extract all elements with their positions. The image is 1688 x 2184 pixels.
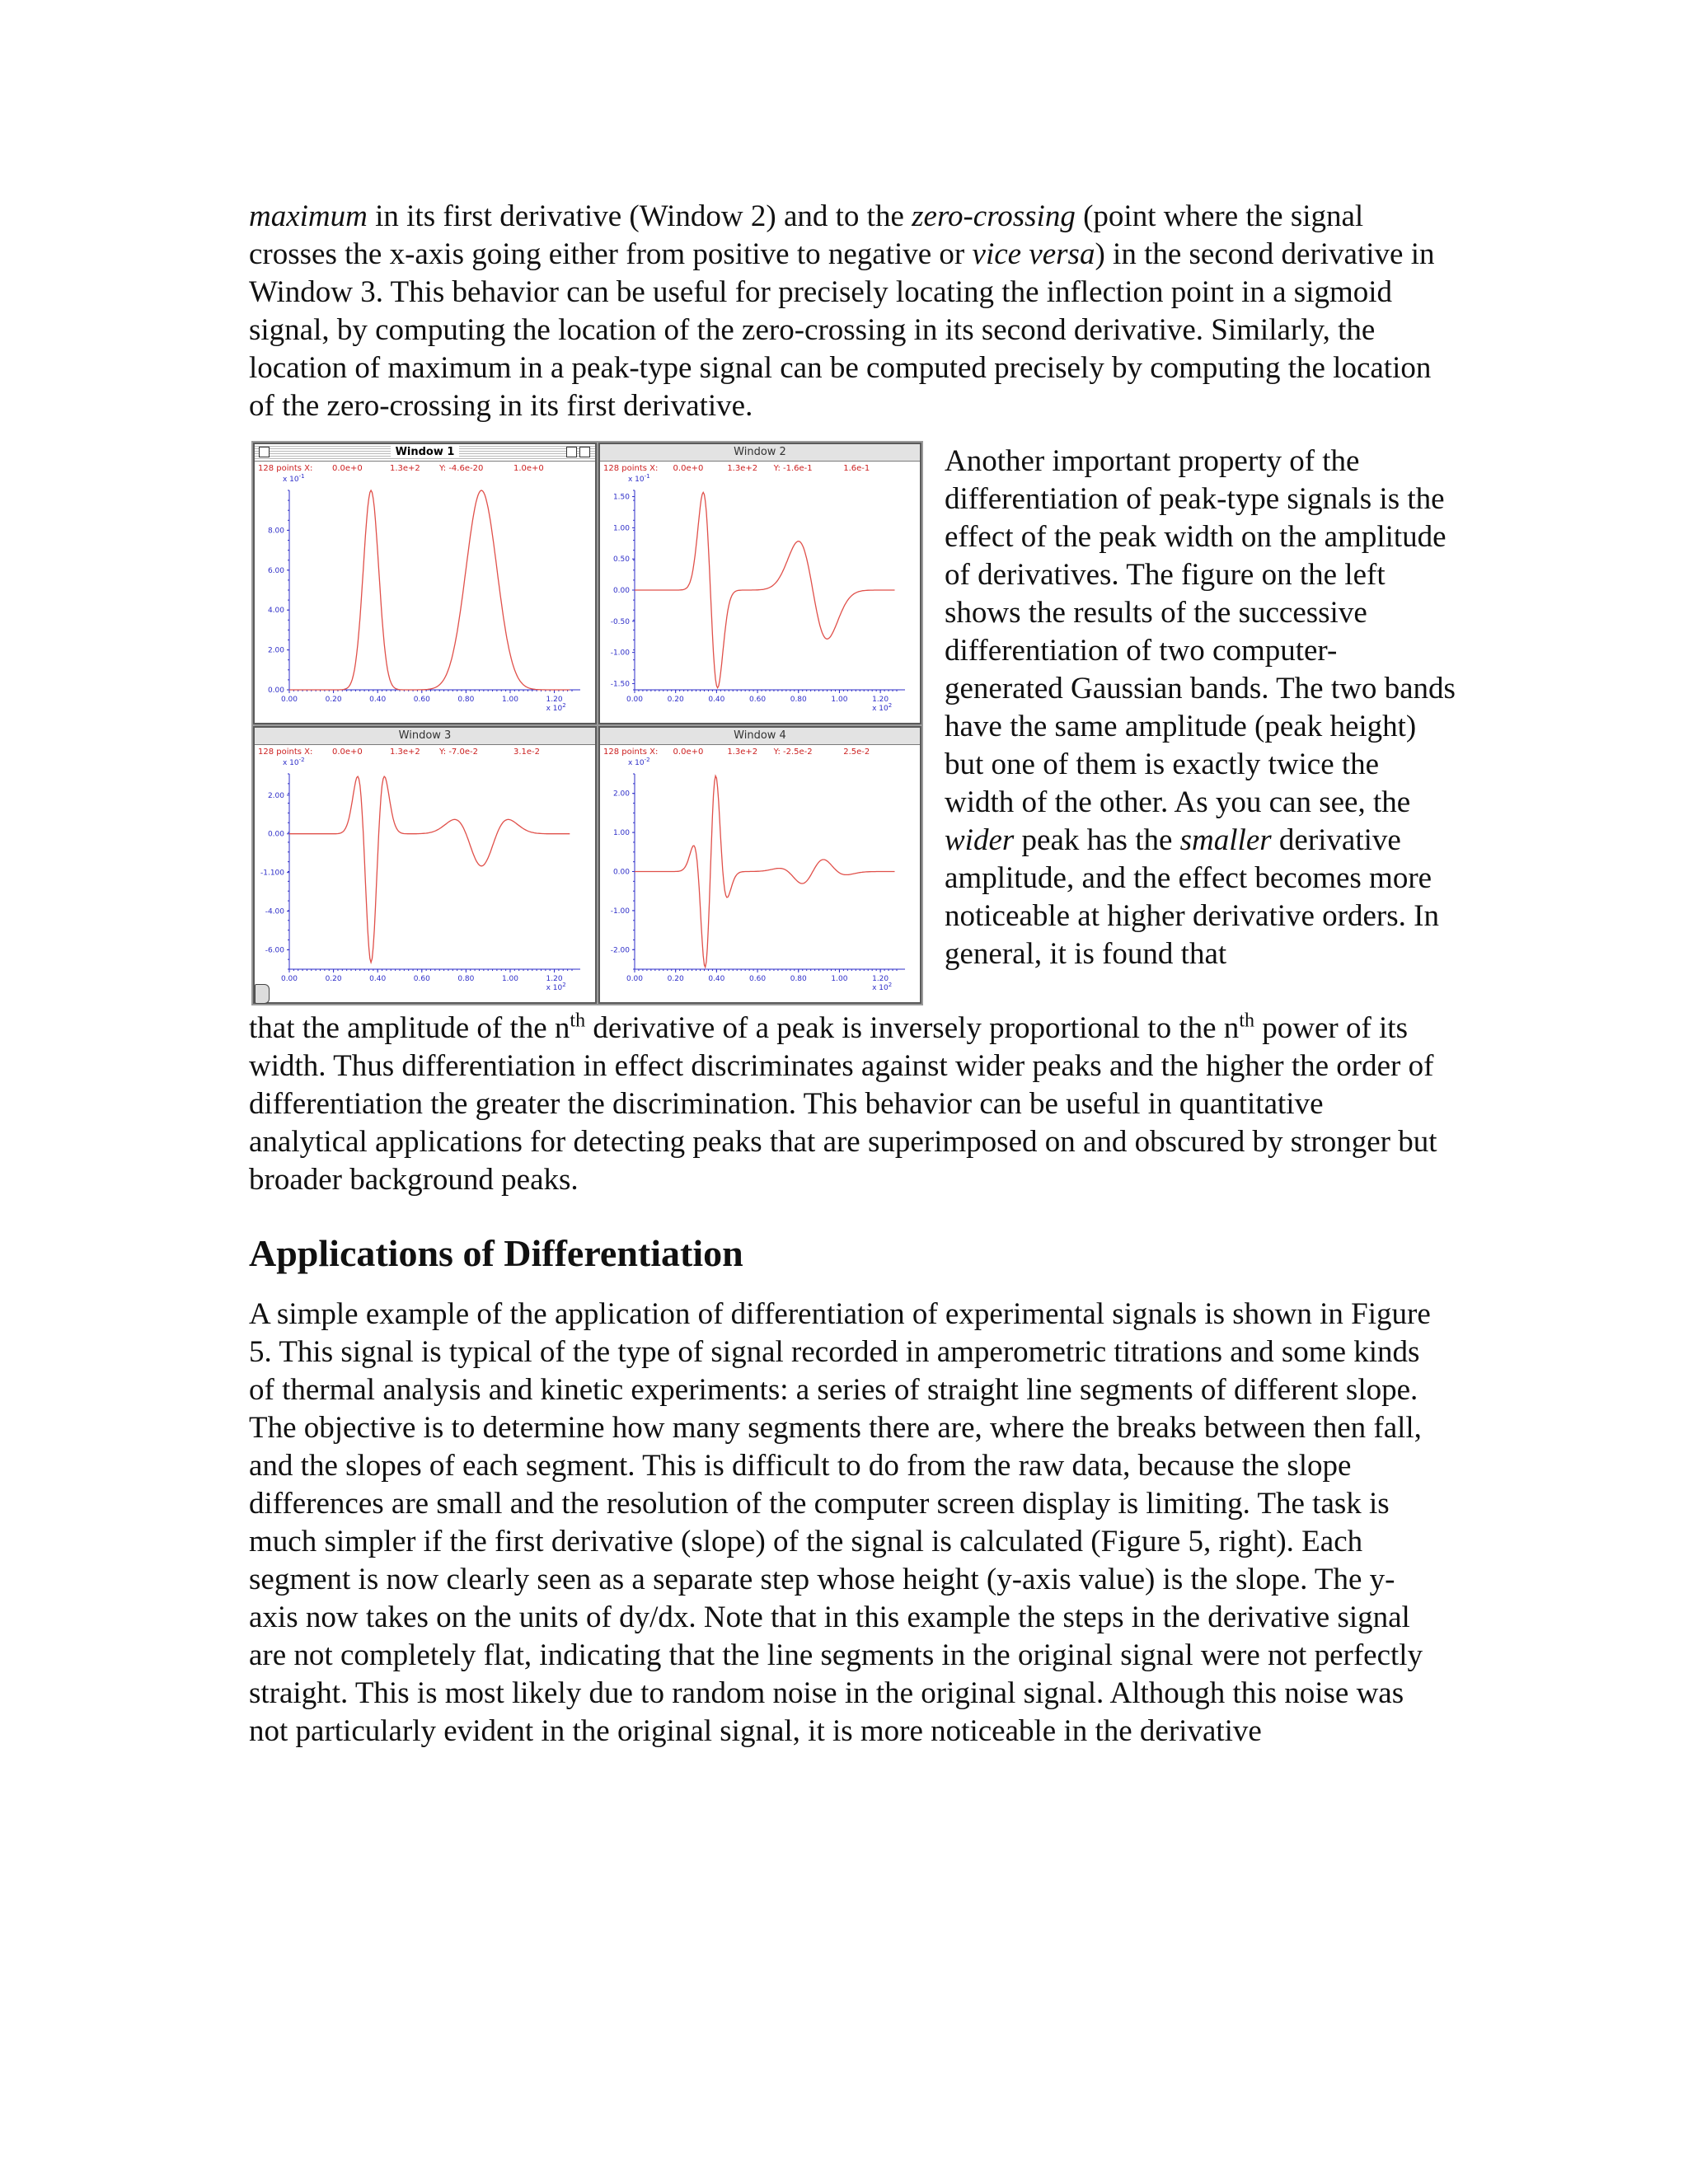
y-scale-label: x $10^{-1}$ <box>283 473 305 484</box>
info-value: 0.0e+0 <box>673 748 704 757</box>
text-segment: derivative amplitude, and the effect becomes more noticeable at higher derivative orders. In general, it is found that <box>945 823 1439 971</box>
info-value: 1.3e+2 <box>390 464 420 473</box>
close-box-icon[interactable] <box>259 447 270 457</box>
info-value: Y: -4.6e-20 <box>439 464 484 473</box>
x-tick-label: 1.00 <box>831 975 848 983</box>
paragraph-width <box>249 1010 1444 1199</box>
x-tick-label: 0.20 <box>325 975 342 983</box>
x-tick-label: 0.20 <box>325 696 342 704</box>
x-tick-label: 1.00 <box>831 696 848 704</box>
info-line <box>258 464 544 473</box>
x-tick-label: 0.00 <box>280 975 298 983</box>
window-4-plot <box>600 744 920 1002</box>
x-tick-label: 0.60 <box>749 975 767 983</box>
x-tick-label: 0.00 <box>626 696 644 704</box>
y-scale-exponent: -2 <box>644 757 650 763</box>
y-tick-label: -6.00 <box>265 946 284 955</box>
y-tick-label: 4.00 <box>267 607 284 616</box>
y-tick-label: 1.00 <box>612 524 630 533</box>
window-2[interactable] <box>598 443 921 724</box>
info-value: 128 points X: <box>603 748 659 757</box>
x-tick-label: 1.00 <box>501 696 518 704</box>
info-value: 128 points X: <box>258 748 313 757</box>
info-line <box>603 748 870 757</box>
x-scale-exponent: 2 <box>888 702 893 709</box>
x-tick-label: 0.40 <box>369 696 387 704</box>
y-tick-label: -1.100 <box>260 869 284 878</box>
window-4-titlebar[interactable] <box>600 728 920 745</box>
x-tick-label: 0.40 <box>708 975 725 983</box>
series-line <box>289 490 570 690</box>
x-scale-label: x $10^2$ <box>546 702 566 713</box>
text-segment: power of its width. Thus differentiation in effect discriminates against wider peaks and the higher the order of differentiation the greater the discrimination. This behavior can be useful in quantitative analytical applications for detecting peaks that are superimposed on and obscured by stronger but broader background peaks. <box>249 1011 1437 1197</box>
text-segment: Another important property of the differentiation of peak-type signals is the effect of the peak width on the amplitude of derivatives. The figure on the left shows the results of the successive differentiation of two computer-generated Gaussian bands. The two bands have the same amplitude (peak height) but one of them is exactly twice the width of the other. As you can see, the <box>945 444 1456 819</box>
x-tick-label: 0.60 <box>413 975 430 983</box>
info-value: 0.0e+0 <box>332 748 363 757</box>
text-segment: th <box>570 1010 586 1032</box>
window-title: Window 4 <box>729 729 791 742</box>
window-3-plot <box>255 744 595 1002</box>
y-tick-label: 0.00 <box>612 868 630 877</box>
x-tick-label: 0.00 <box>280 696 298 704</box>
x-tick-label: 0.40 <box>708 696 725 704</box>
x-scale-label: x $10^2$ <box>872 982 893 992</box>
collapse-box-icon[interactable] <box>579 447 590 457</box>
y-tick-label: 6.00 <box>267 566 284 575</box>
info-value: 128 points X: <box>258 464 313 473</box>
x-tick-label: 0.80 <box>457 975 475 983</box>
window-title: Window 1 <box>391 446 460 458</box>
x-tick-label: 0.60 <box>749 696 767 704</box>
x-tick-label: 1.20 <box>872 975 889 983</box>
paragraph-intro <box>249 198 1444 425</box>
y-tick-label: 2.00 <box>612 790 630 799</box>
window-3-titlebar[interactable] <box>255 728 595 745</box>
series-line <box>289 776 570 963</box>
x-scale-label: x $10^2$ <box>546 982 566 992</box>
resize-handle-icon[interactable] <box>255 984 270 1004</box>
y-tick-label: 2.00 <box>267 646 284 655</box>
y-tick-label: -1.00 <box>610 907 630 916</box>
x-scale-exponent: 2 <box>562 982 566 988</box>
info-line <box>258 748 540 757</box>
y-tick-label: -4.00 <box>265 907 284 916</box>
window-1-plot <box>255 461 595 723</box>
y-tick-label: 1.50 <box>612 493 630 502</box>
paragraph-applications: A simple example of the application of differentiation of experimental signals is shown in Figure 5. This signal is typical of the type of signal recorded in amperometric titrations and some kinds of thermal analysis and kinetic experiments: a series of straight line segments of different slope. The objective is to determine how many segments there are, where the breaks between then fall, and the slopes of each segment. This is difficult to do from the raw data, because the slope differences are small and the resolution of the computer screen display is limiting. The task is much simpler if the first derivative (slope) of the signal is calculated (Figure 5, right). Each segment is now clearly seen as a separate step whose height (y-axis value) is the slope. The y-axis now takes on the units of dy/dx. Note that in this example the steps in the derivative signal are not completely flat, indicating that the line segments in the original signal were not perfectly straight. This is most likely due to random noise in the original signal. Although this noise was not particularly evident in the original signal, it is more noticeable in the derivative <box>249 1297 1431 1748</box>
y-tick-label: -2.00 <box>610 946 630 955</box>
window-1[interactable] <box>253 443 597 724</box>
x-scale-exponent: 2 <box>562 702 566 709</box>
info-value: Y: -2.5e-2 <box>773 748 813 757</box>
info-value: Y: -1.6e-1 <box>773 464 813 473</box>
window-1-titlebar[interactable] <box>255 444 595 462</box>
x-tick-label: 0.60 <box>413 696 430 704</box>
text-segment: th <box>1239 1010 1254 1032</box>
y-tick-label: 0.50 <box>612 555 630 565</box>
info-value: 1.3e+2 <box>727 464 758 473</box>
info-value: 3.1e-2 <box>513 748 541 757</box>
text-segment: vice versa <box>972 237 1095 271</box>
info-value: Y: -7.0e-2 <box>439 748 478 757</box>
x-tick-label: 0.80 <box>790 696 807 704</box>
paragraph-wrap <box>945 443 1456 973</box>
x-scale-exponent: 2 <box>888 982 893 988</box>
info-value: 128 points X: <box>603 464 659 473</box>
window-3[interactable] <box>253 726 597 1004</box>
info-value: 1.3e+2 <box>727 748 758 757</box>
x-tick-label: 0.20 <box>667 975 684 983</box>
text-segment: zero-crossing <box>912 199 1076 233</box>
x-tick-label: 1.20 <box>546 696 563 704</box>
window-2-titlebar[interactable] <box>600 444 920 462</box>
zoom-box-icon[interactable] <box>566 447 577 457</box>
derivative-figure <box>251 441 923 1005</box>
y-tick-label: -0.50 <box>610 617 630 626</box>
info-value: 0.0e+0 <box>332 464 363 473</box>
x-tick-label: 1.20 <box>546 975 563 983</box>
info-value: 1.0e+0 <box>513 464 544 473</box>
x-tick-label: 0.40 <box>369 975 387 983</box>
info-value: 1.3e+2 <box>390 748 420 757</box>
text-segment: ) in the second derivative in Window 3. This behavior can be useful for precisely locating the inflection point in a sigmoid signal, by computing the location of the zero-crossing in its second derivative. Similarly, the location of maximum in a peak-type signal can be computed precisely by computing the location of the zero-crossing in its first derivative. <box>249 237 1435 423</box>
window-2-plot <box>600 461 920 723</box>
section-heading: Applications of Differentiation <box>249 1232 743 1274</box>
y-tick-label: 2.00 <box>267 791 284 800</box>
x-tick-label: 0.80 <box>790 975 807 983</box>
series-line <box>635 776 895 967</box>
text-segment: derivative of a peak is inversely proportional to the n <box>585 1011 1240 1045</box>
y-tick-label: 0.00 <box>612 587 630 595</box>
y-tick-label: -1.00 <box>610 649 630 658</box>
text-segment: wider <box>945 823 1015 857</box>
y-scale-label: x $10^{-2}$ <box>628 757 650 767</box>
y-tick-label: 0.00 <box>267 830 284 839</box>
y-scale-exponent: -2 <box>298 757 305 763</box>
window-4[interactable] <box>598 726 921 1004</box>
x-tick-label: 0.20 <box>667 696 684 704</box>
text-segment: maximum <box>249 199 368 233</box>
y-tick-label: -1.50 <box>610 680 630 689</box>
info-value: 1.6e-1 <box>843 464 870 473</box>
text-segment: peak has the <box>1014 823 1180 857</box>
info-value: 0.0e+0 <box>673 464 704 473</box>
x-tick-label: 0.80 <box>457 696 475 704</box>
text-segment: in its first derivative (Window 2) and to the <box>367 199 912 233</box>
y-tick-label: 1.00 <box>612 829 630 838</box>
x-tick-label: 1.20 <box>872 696 889 704</box>
window-title: Window 2 <box>729 446 791 458</box>
info-value: 2.5e-2 <box>843 748 870 757</box>
info-line <box>603 464 870 473</box>
window-title: Window 3 <box>394 729 457 742</box>
series-line <box>635 492 895 687</box>
text-segment: smaller <box>1179 823 1272 857</box>
x-scale-label: x $10^2$ <box>872 702 893 713</box>
y-scale-exponent: -1 <box>644 473 650 480</box>
y-scale-label: x $10^{-2}$ <box>283 757 305 767</box>
x-tick-label: 1.00 <box>501 975 518 983</box>
text-segment: that the amplitude of the n <box>249 1011 570 1045</box>
x-tick-label: 0.00 <box>626 975 644 983</box>
text-segment: (point where the signal crosses the x-axis going either from positive to negative or <box>249 199 1364 271</box>
y-tick-label: 0.00 <box>267 687 284 695</box>
y-scale-label: x $10^{-1}$ <box>628 473 650 484</box>
y-tick-label: 8.00 <box>267 527 284 536</box>
y-scale-exponent: -1 <box>298 473 305 480</box>
